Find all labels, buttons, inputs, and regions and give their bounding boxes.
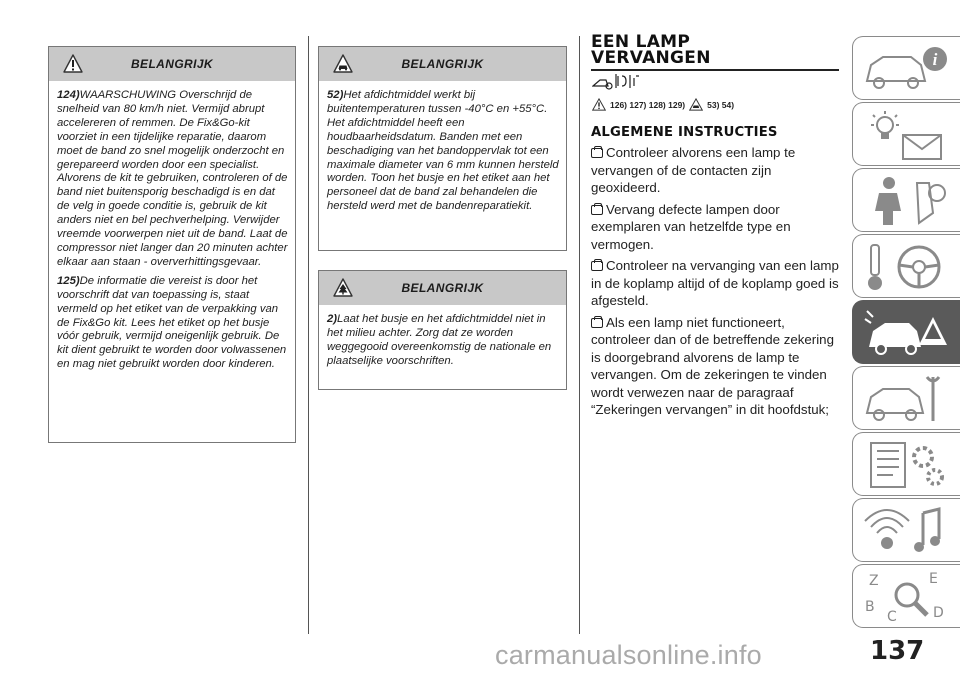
svg-text:C: C (887, 609, 897, 625)
svg-text:D: D (933, 605, 944, 621)
column-divider-right (579, 36, 580, 634)
page-number: 137 (870, 636, 925, 666)
bulb-bullet-icon (591, 318, 603, 328)
car-info-icon (863, 41, 953, 97)
list-item: Vervang defecte lampen door exemplaren van hetzelfde type en vermogen. (591, 201, 791, 252)
tree-warning-triangle-icon (333, 278, 353, 298)
tab-index[interactable] (852, 564, 960, 628)
instructions-list (591, 144, 841, 423)
warning-box-environment (318, 270, 567, 390)
svg-text:Z: Z (869, 573, 879, 589)
bulb-bullet-icon (591, 261, 603, 271)
warning-header (49, 47, 295, 81)
warning-header (319, 271, 566, 305)
tab-dashboard[interactable] (852, 102, 960, 166)
emergency-breakdown-icon (863, 305, 953, 361)
bulb-bullet-icon (591, 205, 603, 215)
warning-triangle-icon (592, 98, 606, 111)
warning-refs: 126) 127) 128) 129) (610, 99, 686, 110)
warning-title: BELANGRIJK (130, 57, 213, 71)
warning-header (319, 47, 566, 81)
note-124: 124)WAARSCHUWING Overschrijd de snelheid van 80 km/h niet. Vermijd abrupt accelereren of remmen. De Fix&Go-kit voorziet in een tijdelijke reparatie, daarom moet de band zo snel mogelijk onderzocht en gerepareerd worden door een specialist. Alvorens de kit te gebruiken, controleren of de band niet buitensporig beschadigd is en dat de velg in goede conditie is, gebruik de kit anders niet en bel pechverhelping. Verwijder vreemde voorwerpen niet uit de band. Laat de compressor niet langer dan 20 minuten achter elkaar aan staan - oververhittingsgevaar. (57, 89, 288, 268)
tab-multimedia[interactable] (852, 498, 960, 562)
column-divider-left (308, 36, 309, 634)
maintenance-car-icon (863, 371, 953, 427)
svg-text:B: B (865, 599, 875, 615)
tab-emergency[interactable] (852, 300, 960, 364)
tab-car-info[interactable] (852, 36, 960, 100)
section-title: EEN LAMP VERVANGEN (591, 34, 839, 71)
car-warning-triangle-icon (689, 98, 703, 111)
warning-references (592, 98, 734, 111)
warning-title: BELANGRIJK (401, 281, 484, 295)
warning-box-fix-go (48, 46, 296, 443)
warning-title: BELANGRIJK (401, 57, 484, 71)
svg-text:E: E (929, 571, 938, 587)
warning-body (319, 305, 566, 382)
tab-maintenance[interactable] (852, 366, 960, 430)
warning-body (319, 81, 566, 227)
index-search-icon (863, 569, 953, 625)
technical-data-icon (863, 437, 953, 493)
key-steering-wheel-icon (863, 239, 953, 295)
subsection-title: ALGEMENE INSTRUCTIES (591, 125, 778, 140)
note-2: 2)Laat het busje en het afdichtmiddel niet in het milieu achter. Zorg dat ze worden weggegooid overeenkomstig de nationale en plaatselijke voorschriften. (327, 313, 552, 367)
tab-safety[interactable] (852, 168, 960, 232)
note-52: 52)Het afdichtmiddel werkt bij buitentemperaturen tussen -40°C en +55°C. Het afdichtmiddel heeft een houdbaarheidsdatum. Banden met een beschadiging van het bandoppervlak tot een maximale diameter van 6 mm kunnen hersteld worden. Toon het busje en het etiket aan het personeel dat de band zal behandelen die hersteld werd met de bandenreparatiekit. (327, 89, 559, 213)
tab-start-drive[interactable] (852, 234, 960, 298)
important-refs: 53) 54) (707, 99, 735, 110)
multimedia-icon (863, 503, 953, 559)
seat-safety-airbag-icon (863, 173, 953, 229)
car-warning-triangle-icon (333, 54, 353, 74)
list-item: Als een lamp niet functioneert, controleer dan of de betreffende zekering is doorgebrand alvorens de lamp te vervangen. Om de zekeringen te vinden wordt verwezen naar de paragraaf “Zekeringen vervangen” in dit hoofdstuk; (591, 314, 834, 417)
svg-text:i: i (932, 50, 938, 69)
warning-triangle-icon (63, 54, 83, 74)
list-item: Controleer na vervanging van een lamp in de koplamp altijd of de koplamp goed is afgesteld. (591, 258, 839, 308)
list-item: Controleer alvorens een lamp te vervangen of de contacten zijn geoxideerd. (591, 145, 796, 195)
warning-box-sealant (318, 46, 567, 251)
tab-technical-data[interactable] (852, 432, 960, 496)
dashboard-warning-lights-icon (863, 107, 953, 163)
bulb-icon (592, 72, 640, 92)
warning-body (49, 81, 295, 385)
note-125: 125)De informatie die vereist is door het voorschrift dat van toepassing is, staat vermeld op het etiket van de verpakking van de Fix&Go kit. Lees het etiket op het busje vóór gebruik, vermijd oneigenlijk gebruik. De kit dient gebruikt te worden door volwassenen en mag niet gebruikt worden door kinderen. (57, 274, 287, 371)
bulb-bullet-icon (591, 148, 603, 158)
footer-watermark: carmanualsonline.info (495, 640, 762, 670)
